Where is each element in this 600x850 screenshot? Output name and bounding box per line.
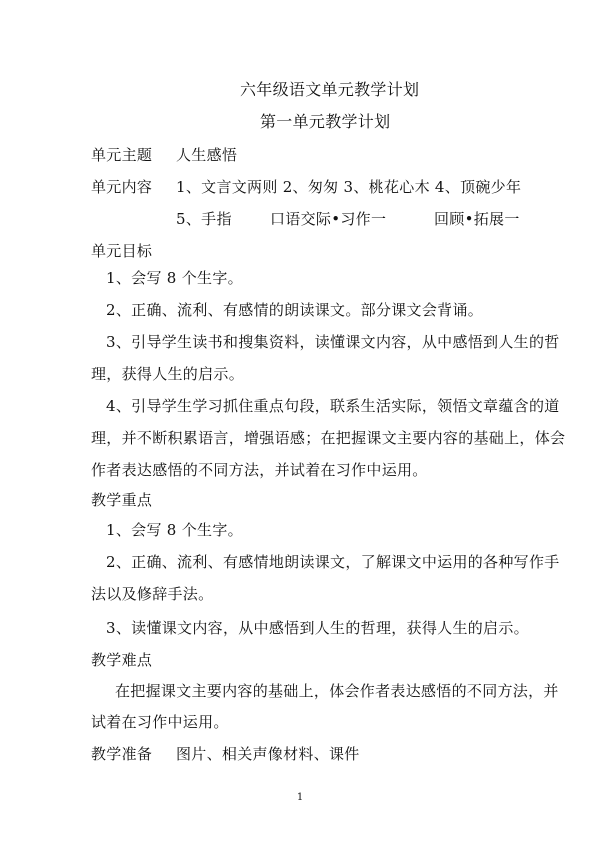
goal-1: 1、会写 8 个生字。 [106, 269, 243, 287]
goal-4-line-1: 4、引导学生学习抓住重点句段，联系生活实际，领悟文章蕴含的道 [106, 397, 560, 415]
content-line-1: 1、文言文两则 2、匆匆 3、桃花心木 4、顶碗少年 [176, 178, 522, 196]
goal-4-line-2: 理，并不断积累语言，增强语感；在把握课文主要内容的基础上，体会 [91, 429, 566, 447]
difficulty-label: 教学难点 [91, 651, 153, 669]
difficulty-line-1: 在把握课文主要内容的基础上，体会作者表达感悟的不同方法，并 [115, 682, 559, 700]
key-point-2-line-2: 法以及修辞手法。 [91, 585, 214, 603]
goal-3-line-1: 3、引导学生读书和搜集资料，读懂课文内容，从中感悟到人生的哲 [106, 333, 560, 351]
document-subtitle: 第一单元教学计划 [260, 112, 391, 131]
preparation-value: 图片、相关声像材料、课件 [176, 745, 360, 763]
content-label: 单元内容 [91, 178, 153, 196]
key-points-label: 教学重点 [91, 491, 153, 509]
page-number: 1 [296, 792, 304, 803]
goal-3-line-2: 理，获得人生的启示。 [91, 365, 245, 383]
content-line-2-review: 回顾•拓展一 [434, 210, 520, 228]
goal-2: 2、正确、流利、有感情的朗读课文。部分课文会背诵。 [106, 301, 484, 319]
theme-value: 人生感悟 [176, 146, 238, 164]
document-title: 六年级语文单元教学计划 [240, 80, 420, 99]
content-line-2-oral: 口语交际•习作一 [270, 210, 387, 228]
key-point-3: 3、读懂课文内容，从中感悟到人生的哲理，获得人生的启示。 [106, 619, 529, 637]
key-point-2-line-1: 2、正确、流利、有感情地朗读课文，了解课文中运用的各种写作手 [106, 553, 560, 571]
goal-4-line-3: 作者表达感悟的不同方法，并试着在习作中运用。 [91, 461, 428, 479]
content-line-2-lesson: 5、手指 [176, 210, 232, 228]
difficulty-line-2: 试着在习作中运用。 [91, 713, 229, 731]
preparation-label: 教学准备 [91, 745, 153, 763]
goals-label: 单元目标 [91, 242, 153, 260]
key-point-1: 1、会写 8 个生字。 [106, 521, 243, 539]
theme-label: 单元主题 [91, 146, 153, 164]
